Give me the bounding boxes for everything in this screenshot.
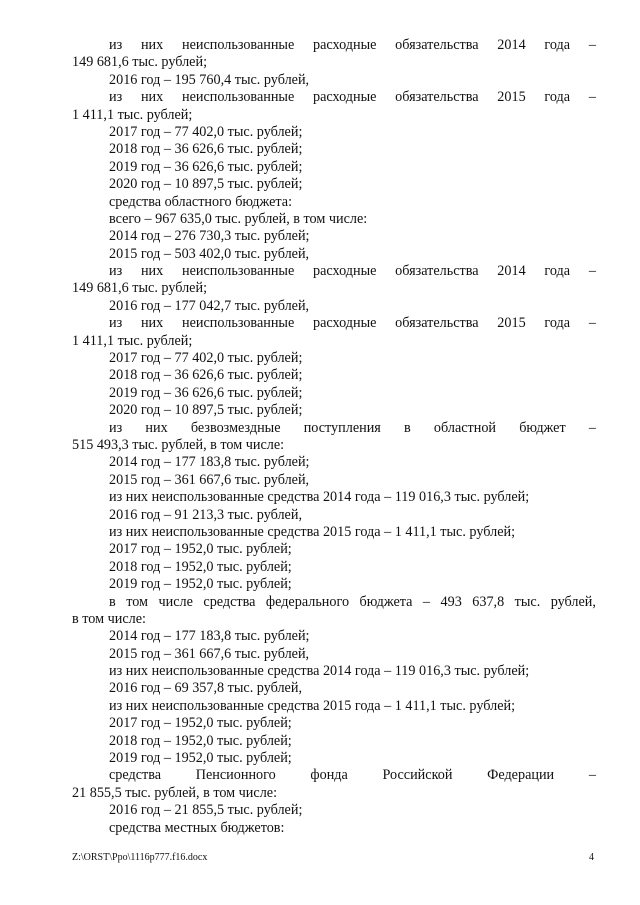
text-line: 2020 год – 10 897,5 тыс. рублей;: [109, 402, 303, 419]
text-line: 2018 год – 36 626,6 тыс. рублей;: [109, 367, 303, 384]
text-line: 2014 год – 276 730,3 тыс. рублей;: [109, 228, 310, 245]
text-word: –: [588, 37, 596, 53]
text-word: года: [544, 263, 571, 280]
text-line: [72, 594, 596, 611]
text-line: 2014 год – 177 183,8 тыс. рублей;: [109, 628, 310, 645]
text-word: расходные: [313, 37, 377, 53]
text-word: –: [422, 593, 431, 610]
text-word: –: [588, 263, 596, 280]
text-line: из них неиспользованные средства 2014 года – 119 016,3 тыс. рублей;: [109, 489, 530, 506]
text-line: из них неиспользованные средства 2015 года – 1 411,1 тыс. рублей;: [109, 697, 516, 714]
text-word: –: [588, 419, 596, 436]
text-word: тыс.: [514, 593, 541, 610]
text-line: 2014 год – 177 183,8 тыс. рублей;: [109, 454, 310, 471]
text-word: 2014: [497, 37, 526, 53]
text-line: [72, 315, 596, 332]
text-word: года: [544, 315, 571, 332]
text-line: всего – 967 635,0 тыс. рублей, в том числе:: [109, 210, 368, 227]
text-word: неиспользованные: [181, 37, 295, 53]
text-word: них: [140, 89, 164, 106]
text-line: 2015 год – 361 667,6 тыс. рублей,: [109, 471, 310, 488]
text-line: [72, 263, 596, 280]
text-word: Российской: [382, 767, 453, 784]
text-line: 149 681,6 тыс. рублей;: [72, 54, 208, 71]
document-body: [72, 37, 596, 837]
text-word: бюджет: [519, 419, 566, 436]
text-word: –: [588, 89, 596, 106]
text-line: 1 411,1 тыс. рублей;: [72, 106, 193, 123]
text-line: 2019 год – 36 626,6 тыс. рублей;: [109, 158, 303, 175]
text-word: неиспользованные: [181, 89, 295, 106]
text-line: 2017 год – 1952,0 тыс. рублей;: [109, 541, 292, 558]
text-line: 2016 год – 21 855,5 тыс. рублей;: [109, 802, 303, 819]
text-line: [72, 420, 596, 437]
text-word: них: [140, 315, 164, 332]
text-word: средства: [203, 593, 256, 610]
text-word: федерального: [265, 593, 350, 610]
text-word: числе: [158, 593, 193, 610]
page-number: 4: [589, 852, 594, 863]
text-line: 2018 год – 1952,0 тыс. рублей;: [109, 558, 292, 575]
text-word: из: [109, 89, 123, 106]
text-word: них: [145, 419, 168, 436]
text-word: Федерации: [487, 767, 555, 784]
text-word: рублей,: [550, 593, 596, 610]
text-word: поступления: [303, 419, 381, 436]
text-line: 2016 год – 177 042,7 тыс. рублей,: [109, 297, 310, 314]
text-line: 149 681,6 тыс. рублей;: [72, 280, 208, 297]
text-word: обязательства: [395, 89, 479, 106]
text-line: 1 411,1 тыс. рублей;: [72, 332, 193, 349]
text-word: бюджета: [359, 593, 413, 610]
text-line: 2019 год – 36 626,6 тыс. рублей;: [109, 384, 303, 401]
text-word: –: [588, 315, 596, 332]
text-line: 2017 год – 77 402,0 тыс. рублей;: [109, 350, 303, 367]
text-line: 2016 год – 195 760,4 тыс. рублей,: [109, 71, 310, 88]
text-line: 2020 год – 10 897,5 тыс. рублей;: [109, 176, 303, 193]
text-word: безвозмездные: [190, 419, 281, 436]
text-line: средства местных бюджетов:: [109, 819, 285, 836]
text-line: [72, 37, 596, 54]
text-line: [72, 767, 596, 784]
text-word: года: [544, 89, 571, 106]
text-word: фонда: [310, 767, 348, 784]
text-word: 493: [440, 593, 462, 610]
text-word: из: [109, 263, 123, 280]
text-line: из них неиспользованные средства 2015 года – 1 411,1 тыс. рублей;: [109, 523, 516, 540]
text-line: 2015 год – 361 667,6 тыс. рублей,: [109, 645, 310, 662]
text-line: 2017 год – 77 402,0 тыс. рублей;: [109, 123, 303, 140]
text-word: 637,8: [472, 593, 505, 610]
text-word: из: [109, 315, 123, 332]
text-line: 2016 год – 91 213,3 тыс. рублей,: [109, 506, 302, 523]
text-word: обязательства: [395, 263, 479, 280]
text-word: из: [109, 419, 123, 436]
text-word: 2014: [497, 263, 526, 280]
text-line: из них неиспользованные средства 2014 года – 119 016,3 тыс. рублей;: [109, 663, 530, 680]
text-word: в: [404, 419, 411, 436]
text-word: Пенсионного: [195, 767, 276, 784]
text-line: средства областного бюджета:: [109, 193, 293, 210]
text-word: расходные: [313, 263, 377, 280]
text-line: 2016 год – 69 357,8 тыс. рублей,: [109, 680, 302, 697]
text-word: в: [109, 593, 116, 610]
text-word: 2015: [497, 315, 526, 332]
text-line: 2019 год – 1952,0 тыс. рублей;: [109, 576, 292, 593]
text-word: неиспользованные: [181, 315, 295, 332]
text-word: 2015: [497, 89, 526, 106]
text-line: 2018 год – 36 626,6 тыс. рублей;: [109, 141, 303, 158]
text-word: расходные: [313, 315, 377, 332]
text-word: них: [140, 37, 164, 53]
text-word: из: [109, 37, 123, 53]
text-line: 515 493,3 тыс. рублей, в том числе:: [72, 436, 285, 453]
text-word: года: [544, 37, 571, 53]
text-word: областной: [433, 419, 497, 436]
text-line: 21 855,5 тыс. рублей, в том числе:: [72, 784, 278, 801]
text-line: [72, 89, 596, 106]
text-line: 2017 год – 1952,0 тыс. рублей;: [109, 715, 292, 732]
text-word: обязательства: [395, 315, 479, 332]
text-line: 2015 год – 503 402,0 тыс. рублей,: [109, 245, 310, 262]
text-word: обязательства: [395, 37, 479, 53]
footer-file-path: Z:\ORST\Ppo\1116p777.f16.docx: [72, 852, 208, 863]
text-word: том: [126, 593, 149, 610]
text-word: –: [588, 767, 596, 784]
text-line: 2018 год – 1952,0 тыс. рублей;: [109, 732, 292, 749]
text-line: 2019 год – 1952,0 тыс. рублей;: [109, 750, 292, 767]
text-line: в том числе:: [72, 610, 146, 627]
text-word: расходные: [313, 89, 377, 106]
text-word: средства: [109, 767, 162, 784]
text-word: них: [140, 263, 164, 280]
text-word: неиспользованные: [181, 263, 295, 280]
